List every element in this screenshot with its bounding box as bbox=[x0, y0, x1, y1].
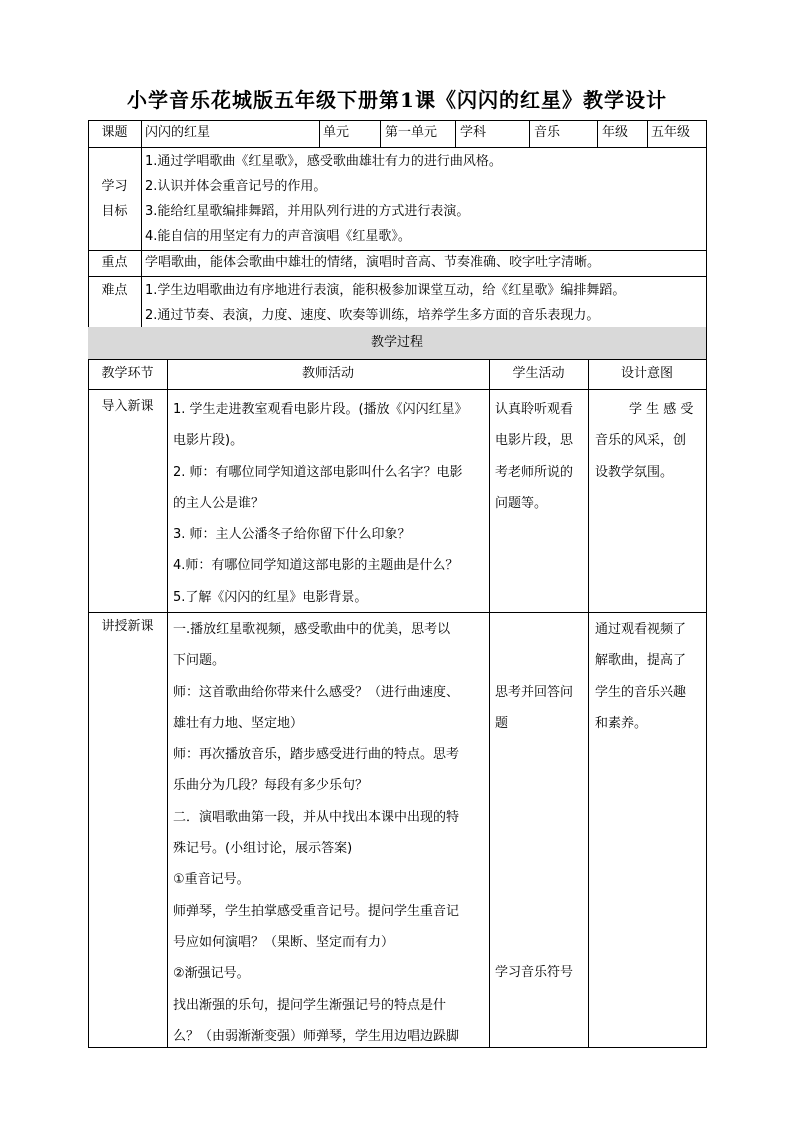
intent-line: 音乐的风采，创 bbox=[595, 433, 687, 449]
objective-item: 3.能给红星歌编排舞蹈，并用队列行进的方式进行表演。 bbox=[145, 204, 470, 219]
header-stage: 教学环节 bbox=[101, 366, 154, 381]
subject-label: 学科 bbox=[460, 125, 487, 140]
process-banner-label: 教学过程 bbox=[370, 335, 423, 350]
student-line: 考老师所说的 bbox=[495, 464, 574, 480]
teacher-activity bbox=[173, 394, 485, 613]
page-title: 小学音乐花城版五年级下册第1课《闪闪的红星》教学设计 bbox=[127, 88, 667, 112]
student-line: 学习音乐符号 bbox=[495, 965, 574, 980]
intent-line: 解歌曲，提高了 bbox=[595, 653, 687, 669]
intent-line: 设教学氛围。 bbox=[595, 464, 674, 480]
intent-line: 通过观看视频了 bbox=[595, 622, 687, 637]
design-intent bbox=[595, 394, 703, 488]
teacher-line: 么？（由弱渐渐变强）师弹琴，学生用边唱边跺脚 bbox=[173, 1028, 460, 1044]
objectives-label-2: 目标 bbox=[101, 204, 128, 219]
intent-line: 和素养。 bbox=[595, 715, 648, 731]
topic-value: 闪闪的红星 bbox=[145, 125, 211, 140]
unit-value: 第一单元 bbox=[385, 125, 438, 140]
objective-item: 4.能自信的用坚定有力的声音演唱《红星歌》。 bbox=[145, 229, 411, 244]
objectives-label-1: 学习 bbox=[101, 179, 128, 194]
student-activity-2 bbox=[495, 957, 585, 988]
teacher-line: 下问题。 bbox=[173, 653, 226, 669]
teacher-line: 5.了解《闪闪的红星》电影背景。 bbox=[173, 589, 368, 605]
student-activity bbox=[495, 677, 585, 740]
intent-line: 学 生 感 受 bbox=[629, 402, 694, 417]
teacher-line: 2. 师：有哪位同学知道这部电影叫什么名字？电影 bbox=[173, 464, 463, 480]
teacher-line: 1. 学生走进教室观看电影片段。(播放《闪闪红星》 bbox=[173, 402, 468, 417]
objective-item: 1.通过学唱歌曲《红星歌》，感受歌曲雄壮有力的进行曲风格。 bbox=[145, 154, 502, 169]
student-line: 认真聆听观看 bbox=[495, 402, 574, 417]
teacher-line: 师：再次播放音乐，踏步感受进行曲的特点。思考 bbox=[173, 747, 460, 763]
teacher-line: 3. 师：主人公潘冬子给你留下什么印象？ bbox=[173, 527, 411, 543]
difficulty-item: 2.通过节奏、表演，力度、速度、吹奏等训练，培养学生多方面的音乐表现力。 bbox=[145, 308, 600, 323]
student-line: 问题等。 bbox=[495, 495, 548, 511]
teacher-line: 雄壮有力地、坚定地） bbox=[173, 715, 304, 731]
topic-label: 课题 bbox=[101, 125, 128, 140]
grade-label: 年级 bbox=[602, 125, 629, 140]
teacher-line: 二．演唱歌曲第一段，并从中找出本课中出现的特 bbox=[173, 809, 460, 825]
design-intent bbox=[595, 614, 703, 739]
unit-label: 单元 bbox=[323, 125, 350, 140]
objective-item: 2.认识并体会重音记号的作用。 bbox=[145, 179, 327, 194]
teacher-line: ①重音记号。 bbox=[173, 872, 250, 888]
teacher-line: 师弹琴，学生拍掌感受重音记号。提问学生重音记 bbox=[173, 903, 460, 919]
student-line: 思考并回答问 bbox=[495, 685, 574, 700]
teacher-line: 电影片段)。 bbox=[173, 433, 244, 449]
intent-line: 学生的音乐兴趣 bbox=[595, 684, 687, 700]
teacher-line: 的主人公是谁？ bbox=[173, 495, 265, 511]
student-line: 题 bbox=[495, 716, 509, 732]
teacher-activity bbox=[173, 614, 485, 1052]
student-line: 电影片段，思 bbox=[495, 433, 574, 449]
subject-value: 音乐 bbox=[534, 125, 561, 140]
teacher-line: 殊记号。(小组讨论，展示答案) bbox=[173, 841, 353, 857]
teacher-line: 4.师：有哪位同学知道这部电影的主题曲是什么？ bbox=[173, 558, 459, 574]
difficulty-item: 1.学生边唱歌曲边有序地进行表演，能积极参加课堂互动，给《红星歌》编排舞蹈。 bbox=[145, 283, 626, 298]
teacher-line: 师：这首歌曲给你带来什么感受？（进行曲速度、 bbox=[173, 684, 460, 700]
row-stage: 讲授新课 bbox=[101, 619, 154, 634]
teacher-line: 号应如何演唱？（果断、坚定而有力） bbox=[173, 934, 395, 950]
header-intent: 设计意图 bbox=[620, 366, 673, 381]
header-student: 学生活动 bbox=[512, 366, 565, 381]
teacher-line: 找出渐强的乐句，提问学生渐强记号的特点是什 bbox=[173, 997, 447, 1013]
difficulty-label: 难点 bbox=[101, 283, 128, 298]
grade-value: 五年级 bbox=[651, 125, 691, 140]
teacher-line: ②渐强记号。 bbox=[173, 966, 250, 982]
teacher-line: 乐曲分为几段？每段有多少乐句？ bbox=[173, 778, 369, 794]
student-activity bbox=[495, 394, 585, 519]
key-point-text: 学唱歌曲，能体会歌曲中雄壮的情绪，演唱时音高、节奏准确、咬字吐字清晰。 bbox=[145, 255, 601, 270]
teacher-line: 一.播放红星歌视频，感受歌曲中的优美，思考以 bbox=[173, 622, 451, 637]
header-teacher: 教师活动 bbox=[301, 366, 354, 381]
row-stage: 导入新课 bbox=[101, 399, 154, 414]
key-point-label: 重点 bbox=[101, 255, 128, 270]
